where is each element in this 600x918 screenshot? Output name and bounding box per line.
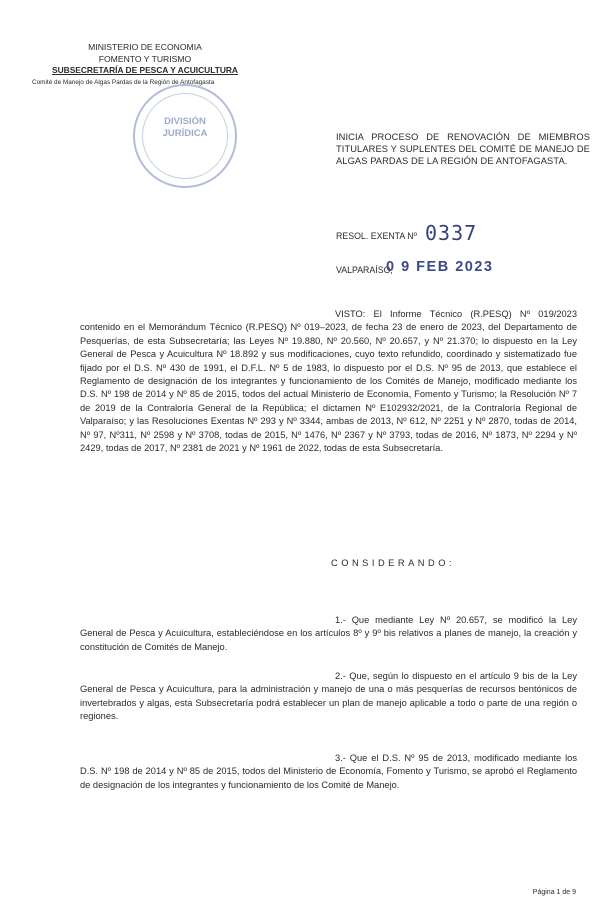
resolution-number: 0337 xyxy=(425,221,478,245)
division-juridica-stamp xyxy=(133,84,237,188)
comite-name: Comité de Manejo de Algas Pardas de la Región de Antofagasta xyxy=(32,78,215,86)
ministry-name: MINISTERIO DE ECONOMIA xyxy=(88,42,202,52)
considerando-paragraph-2: 2.- Que, según lo dispuesto en el artículo 9 bis de la Ley General de Pesca y Acuicultura, para la administración y manejo de una o más pesquerías de recursos bentónicos de invertebrados y algas, esta Subsecretaría podrá establecer un plan de manejo aplicable a todo o parte de una región o regiones. xyxy=(80,671,577,722)
considerando-paragraph-1: 1.- Que mediante Ley Nº 20.657, se modificó la Ley General de Pesca y Acuicultura, estableciéndose en los artículos 8º y 9º bis relativos a planes de manejo, la creación y constitución de Comités de Manejo. xyxy=(80,615,577,652)
ministry-header xyxy=(30,42,260,88)
document-title: INICIA PROCESO DE RENOVACIÓN DE MIEMBROS TITULARES Y SUPLENTES DEL COMITÉ DE MANEJO DE ALGAS PARDAS DE LA REGIÓN DE ANTOFAGASTA. xyxy=(336,132,590,167)
resolution-label: RESOL. EXENTA Nº xyxy=(336,231,417,241)
stamp-line-1: DIVISIÓN xyxy=(164,116,206,127)
date-stamp: 0 9 FEB 2023 xyxy=(386,259,494,275)
ministry-subname: FOMENTO Y TURISMO xyxy=(98,53,192,64)
stamp-line-2: JURÍDICA xyxy=(162,128,208,139)
place-label: VALPARAÍSO, xyxy=(336,265,393,275)
page-number: Página 1 de 9 xyxy=(532,889,576,896)
considerando-paragraph-3: 3.- Que el D.S. Nº 95 de 2013, modificado mediante los D.S. Nº 198 de 2014 y Nº 85 de 2015, todos del Ministerio de Economía, Fomento y Turismo, se aprobó el Reglamento de designación de los integrantes y funcionamiento de los Comité de Manejo. xyxy=(80,753,577,790)
visto-paragraph: VISTO: El Informe Técnico (R.PESQ) Nº 019/2023 contenido en el Memorándum Técnico (R.PESQ) Nº 019–2023, de fecha 23 de enero de 2023, del Departamento de Pesquerías, de esta Subsecretaría; las Leyes Nº 19.880, Nº 20.560, Nº 20.657, y Nº 21.370; lo dispuesto en la Ley General de Pesca y Acuicultura Nº 18.892 y sus modificaciones, cuyo texto refundido, coordinado y sistematizado fue fijado por el D.S. Nº 430 de 1991, el D.F.L. Nº 5 de 1983, lo dispuesto por el D.S. Nº 95 de 2013, que establece el Reglamento de designación de los integrantes y funcionamiento de los Comités de Manejo, modificado mediante los D.S. Nº 198 de 2014 y Nº 85 de 2015, todos del actual Ministerio de Economía, Fomento y Turismo; la Resolución Nº 7 de 2019 de la Contraloría General de la República; el dictamen Nº E102932/2021, de la Contraloría Regional de Valparaíso; y las Resoluciones Exentas Nº 293 y Nº 3344, ambas de 2013, Nº 612, Nº 2251 y Nº 2870, todas de 2014, Nº 97, Nº311, Nº 2598 y Nº 3708, todas de 2015, Nº 1476, Nº 2367 y Nº 3793, todas de 2016, Nº 1873, Nº 2294 y Nº 2429, todas de 2017, Nº 2381 de 2021 y Nº 1961 de 2022, todas de esta Subsecretaría. xyxy=(80,309,577,454)
subsecretaria-name: SUBSECRETARÍA DE PESCA Y ACUICULTURA xyxy=(52,65,238,75)
considerando-heading: CONSIDERANDO: xyxy=(331,558,456,568)
